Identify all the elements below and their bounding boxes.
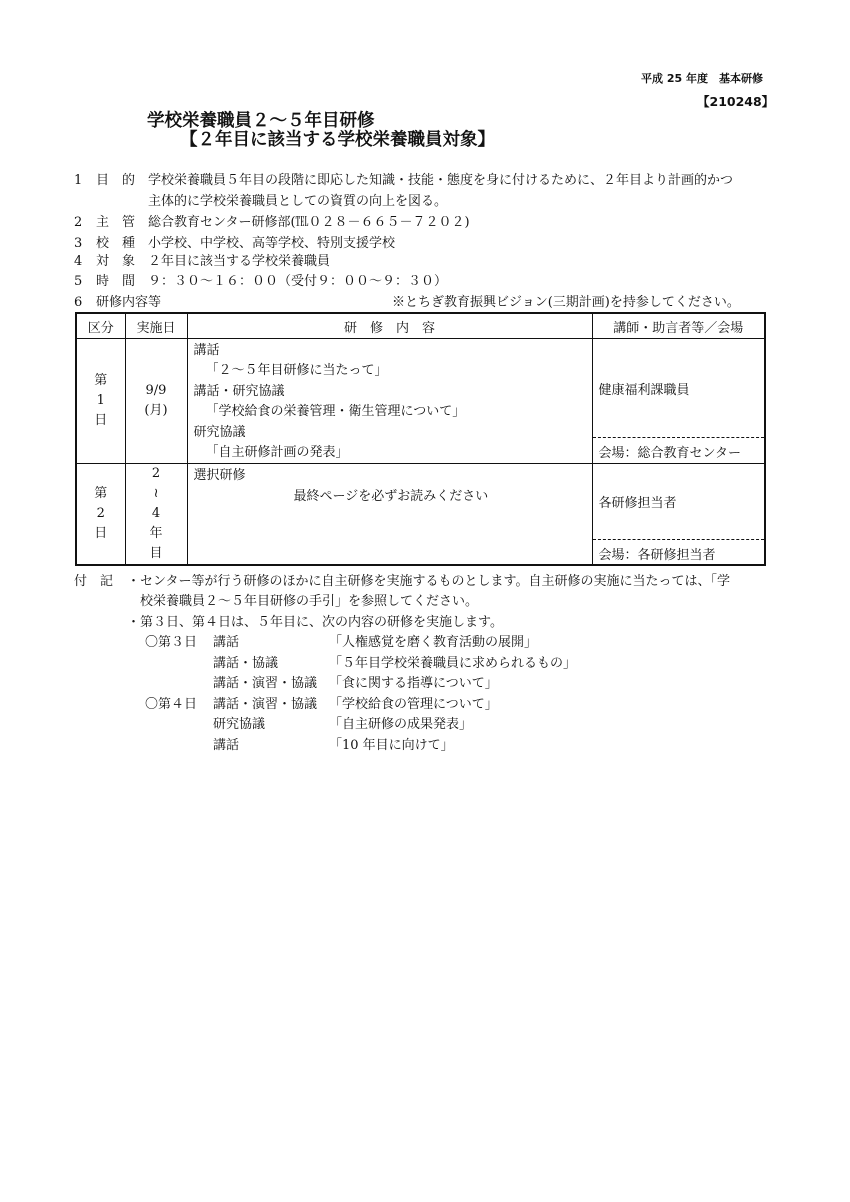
day1-division: 第 1 日: [76, 339, 125, 464]
content-line: 「自主研修計画の発表」: [205, 445, 349, 461]
appendix-label: 付 記: [74, 574, 114, 589]
content-title: 選択研修: [193, 468, 246, 484]
content-line: 講話・研究協議: [193, 383, 285, 399]
page-subtitle: 【２年目に該当する学校栄養職員対象】: [180, 130, 495, 150]
day2-venue: 会場：各研修担当者: [598, 548, 716, 564]
section-purpose: [74, 169, 733, 188]
section-number: 2: [74, 215, 83, 230]
divider: [593, 539, 765, 540]
list-item: 〇第４日 講話・演習・協議 「学校給食の管理について」: [145, 697, 498, 712]
day1-date: 9/9 (月): [125, 339, 187, 464]
day2-division: 第 2 日: [76, 464, 125, 566]
day2-content: [187, 464, 592, 566]
section-label: 対 象: [96, 254, 136, 269]
appendix-bullet1: ・センター等が行う研修のほかに自主研修を実施するものとします。自主研修の実施に当たっては、「学: [127, 574, 730, 589]
content-line: 「２～５年目研修に当たって」: [205, 363, 388, 379]
content-line: 「学校給食の栄養管理・衛生管理について」: [205, 404, 466, 420]
course-code: 【210248】: [697, 94, 775, 109]
section-text: 総合教育センター研修部(℡０２８－６６５－７２０２): [148, 215, 470, 230]
section-number: 1: [74, 173, 83, 188]
list-item: 講話・協議 「５年目学校栄養職員に求められるもの」: [213, 656, 577, 671]
day1-venue: 会場：総合教育センター: [598, 446, 741, 461]
section-number: 4: [74, 254, 83, 269]
vision-note: ※とちぎ教育振興ビジョン(三期計画)を持参してください。: [392, 295, 740, 310]
section-purpose-cont: 主体的に学校栄養職員としての資質の向上を図る。: [148, 194, 448, 209]
schedule-table: [75, 312, 766, 566]
list-item: 講話・演習・協議 「食に関する指導について」: [213, 676, 498, 691]
section-text: ９：３０～１６：００（受付９：００～９：３０）: [148, 274, 448, 289]
section-time: [74, 270, 447, 289]
section-label: 校 種: [96, 236, 136, 251]
appendix-bullet1-cont: 校栄養職員２～５年目研修の手引」を参照してください。: [140, 594, 479, 609]
day2-instructor: 各研修担当者: [598, 496, 677, 512]
list-item: 研究協議 「自主研修の成果発表」: [213, 717, 473, 732]
appendix-bullet2: ・第３日、第４日は、５年目に、次の内容の研修を実施します。: [127, 615, 503, 630]
section-text: 学校栄養職員５年目の段階に即応した知識・技能・態度を身に付けるために、２年目より計画的かつ: [148, 173, 734, 188]
table-row-day2: [76, 464, 765, 566]
header-date: 実施日: [125, 313, 187, 339]
section-text: 小学校、中学校、高等学校、特別支援学校: [148, 236, 396, 251]
table-row-day1: [76, 339, 765, 464]
day1-content: [187, 339, 592, 464]
section-label: 時 間: [96, 274, 136, 289]
divider: [593, 437, 765, 438]
header-content: 研 修 内 容: [187, 313, 592, 339]
day1-instructor: 健康福利課職員: [598, 383, 690, 398]
header-instructor: 講師・助言者等／会場: [592, 313, 765, 339]
section-number: 5: [74, 274, 83, 289]
section-school-type: [74, 232, 395, 251]
section-label: 研修内容等: [96, 295, 162, 310]
day2-instructor-cell: [592, 464, 765, 566]
day2-date: 2 ≀ 4 年 目: [125, 464, 187, 566]
section-contents: [74, 291, 161, 310]
section-label: 目 的: [96, 173, 136, 188]
year-label: 平成 25 年度 基本研修: [641, 72, 763, 85]
header-division: 区分: [76, 313, 125, 339]
section-target: [74, 250, 330, 269]
section-number: 6: [74, 295, 83, 310]
section-number: 3: [74, 236, 83, 251]
content-line: 研究協議: [193, 424, 246, 440]
table-header-row: [76, 313, 765, 339]
page-title: 学校栄養職員２～５年目研修: [147, 111, 375, 131]
section-label: 主 管: [96, 215, 136, 230]
list-item: 〇第３日 講話 「人権感覚を磨く教育活動の展開」: [145, 635, 538, 650]
section-organizer: [74, 211, 470, 230]
list-item: 講話 「10 年目に向けて」: [213, 738, 454, 753]
day1-instructor-cell: [592, 339, 765, 464]
content-note: 最終ページを必ずお読みください: [293, 488, 489, 504]
content-line: 講話: [193, 343, 220, 358]
section-text: ２年目に該当する学校栄養職員: [148, 254, 331, 269]
